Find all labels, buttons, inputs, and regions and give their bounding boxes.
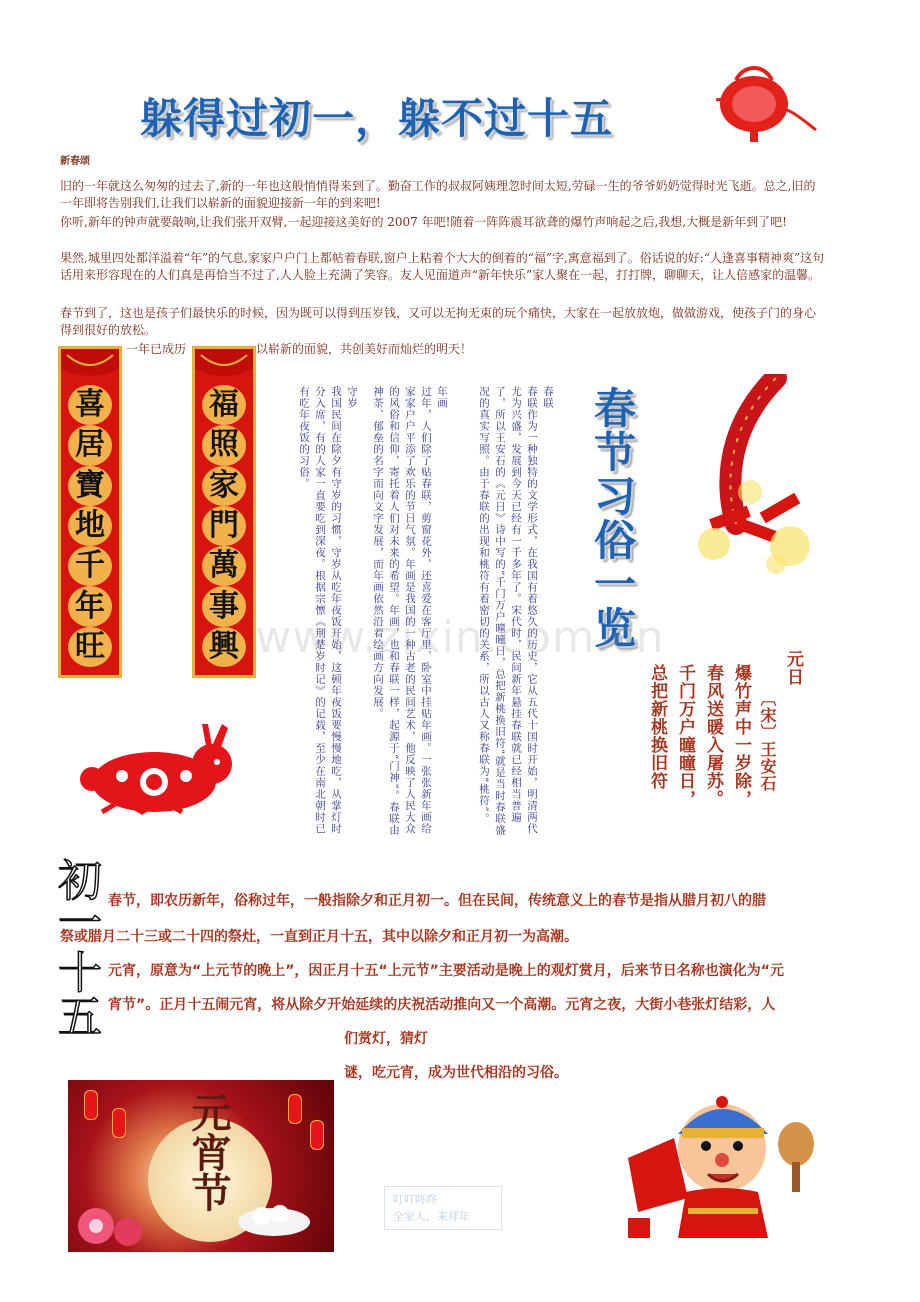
poem-line-1: 爆竹声中一岁除， — [731, 664, 751, 808]
couplet-top-ornament-icon — [61, 349, 119, 381]
couplet-char: 寶 — [68, 466, 112, 506]
partial-line-b: 以崭新的面貌，共创美好而灿烂的明天！ — [256, 342, 473, 356]
yuanxiao-line-1: 元宵，原意为“上元节的晚上”，因正月十五“上元节”主要活动是晚上的观灯赏月，后来节日名称也演化为“元 — [108, 963, 785, 979]
lantern-icon — [112, 1108, 126, 1138]
lantern-icon — [84, 1090, 98, 1120]
intro-paragraph-4: 春节到了，这也是孩子们最快乐的时候，因为既可以得到压岁钱，又可以无拘无束的玩个痛快，大家在一起放放炮，做做游戏，使孩子门的身心得到很好的放松。 — [60, 306, 817, 337]
faded-line-2: 全家人，来拜年 — [393, 1210, 470, 1223]
shiwu-char-2: 五 — [58, 992, 102, 1043]
couplet-char: 照 — [202, 425, 246, 465]
chunlian-text — [452, 386, 556, 836]
poem-line-4: 总把新桃换旧符 — [647, 664, 667, 790]
couplet-char: 家 — [202, 466, 246, 506]
lantern-decoration-icon — [706, 60, 826, 144]
lantern-image-caption: 元宵节 — [185, 1092, 232, 1212]
couplet-char: 地 — [68, 506, 112, 546]
yuanxiao-line-4: 谜，吃元宵，成为世代相沿的习俗。 — [344, 1065, 568, 1081]
chuyi-char-2: 一 — [58, 898, 102, 949]
yuanxiao-line-3: 们赏灯，猜灯 — [344, 1031, 428, 1047]
poem-title: 元日 — [783, 650, 803, 686]
nianhua-text — [366, 386, 450, 836]
nianhua-heading: 年画 — [436, 386, 448, 409]
couplet-char: 年 — [68, 586, 112, 626]
paper-cut-rabbit-icon — [62, 724, 242, 824]
couplet-char: 福 — [202, 385, 246, 425]
peony-flowers-icon — [72, 1192, 162, 1250]
shiwu-char-1: 十 — [58, 948, 102, 999]
cartoon-child-icon — [618, 1088, 822, 1252]
chunlian-heading: 春联 — [542, 386, 554, 409]
poem-line-3: 千门万户曈曈日， — [675, 664, 695, 808]
lantern-icon — [310, 1120, 324, 1150]
couplet-char: 事 — [202, 586, 246, 626]
shousui-text — [274, 386, 360, 836]
tangyuan-bowl-icon — [234, 1200, 314, 1240]
watermark: www.zixin.com.cn — [255, 612, 665, 663]
couplet-char: 萬 — [202, 546, 246, 586]
faded-text-box — [384, 1186, 502, 1230]
chuyi-char-1: 初 — [58, 856, 102, 907]
intro-paragraph-1: 旧的一年就这么匆匆的过去了,新的一年也这般悄悄得来到了。勤奋工作的叔叔阿姨理忽时间太短,劳碌一生的爷爷奶奶觉得时光飞逝。总之,旧的一年即将告别我们,让我们以崭新的面貌迎接新一年的到来吧! — [60, 179, 816, 210]
customs-title: 春节习俗一览 — [588, 386, 637, 650]
lantern-icon — [288, 1094, 302, 1124]
page-title: 躲得过初一，躲不过十五 — [140, 94, 614, 143]
couplet-char: 居 — [68, 425, 112, 465]
chunjie-line-1: 春节，即农历新年，俗称过年，一般指除夕和正月初一。但在民间，传统意义上的春节是指从腊月初八的腊 — [108, 893, 766, 909]
partial-line-a: 一年已成历 — [126, 342, 187, 356]
nianhua-body: 过年，人们除了贴春联，剪窗花外，还喜爱在客厅里、卧室中挂贴年画。一张张新年画给家家户户平添了欢乐的节日气氛。年画是我国的一种古老的民间艺术，他反映了人民大众的风俗和信仰，寄托着人们对未来的希望。年画，也和春联一样，起源于“门神”。春联由神荼、郁垒的名字而向文字发展，而年画依然沿着绘画方向发展。 — [372, 386, 432, 836]
chunlian-body: 春联作为一种独特的文学形式，在我国有着悠久的历史，它从五代十国时开始，明清两代尤为兴盛，发展到今天已经有一千多年了。宋代时，民间新年悬挂春联就已经相当普遍了，所以王安石的《元日》诗中写的“千门万户曈曈日，总把新桃换旧符”就是当时春联盛况的真实写照。由于春联的出现和桃符有着密切的关系，所以古人又称春联为“桃符”。 — [478, 386, 538, 836]
yuanxiao-line-2: 宵节”。正月十五闹元宵，将从除夕开始延续的庆祝活动推向又一个高潮。元宵之夜，大街小巷张灯结彩，人 — [108, 997, 776, 1013]
firecrackers-icon — [680, 374, 818, 584]
couplet-char: 門 — [202, 506, 246, 546]
couplet-top-ornament-icon — [195, 349, 253, 381]
poem-line-2: 春风送暖入屠苏。 — [703, 664, 723, 808]
shousui-heading: 守岁 — [346, 386, 358, 409]
couplet-char: 興 — [202, 627, 246, 667]
chunjie-line-2: 祭或腊月二十三或二十四的祭灶，一直到正月十五，其中以除夕和正月初一为高潮。 — [60, 929, 578, 945]
lantern-festival-image — [68, 1080, 334, 1252]
couplet-char: 喜 — [68, 385, 112, 425]
section-subhead: 新春颂 — [60, 156, 90, 167]
faded-line-1: 叮叮咚咚 — [393, 1193, 437, 1206]
intro-paragraph-3: 果然,城里四处都洋溢着“年”的气息,家家户户门上都帖着春联,窗户上粘着个大大的倒着的“福”字,寓意福到了。俗话说的好:“人逢喜事精神爽”这句话用来形容现在的人们真是再恰当不过了,人人脸上充满了笑容。友人见面道声“新年快乐”家人聚在一起，打打牌，聊聊天，让人倍感家的温馨。 — [60, 251, 825, 282]
intro-paragraph-2: 你听,新年的钟声就要敲响,让我们张开双臂,一起迎接这美好的 2007 年吧!随着一阵阵震耳欲聋的爆竹声响起之后,我想,大概是新年到了吧! — [60, 215, 787, 229]
shousui-body: 我国民间在除夕有守岁的习惯，守岁从吃年夜饭开始，这顿年夜饭要慢慢地吃，从掌灯时分入席，有的人家一直要吃到深夜。根据宗懔《荆楚岁时记》的记载，至少在南北朝时已有吃年夜饭的习俗。 — [298, 386, 342, 835]
couplet-char: 千 — [68, 546, 112, 586]
poem-author: 〔宋〕王安石 — [758, 690, 777, 792]
couplet-char: 旺 — [68, 627, 112, 667]
